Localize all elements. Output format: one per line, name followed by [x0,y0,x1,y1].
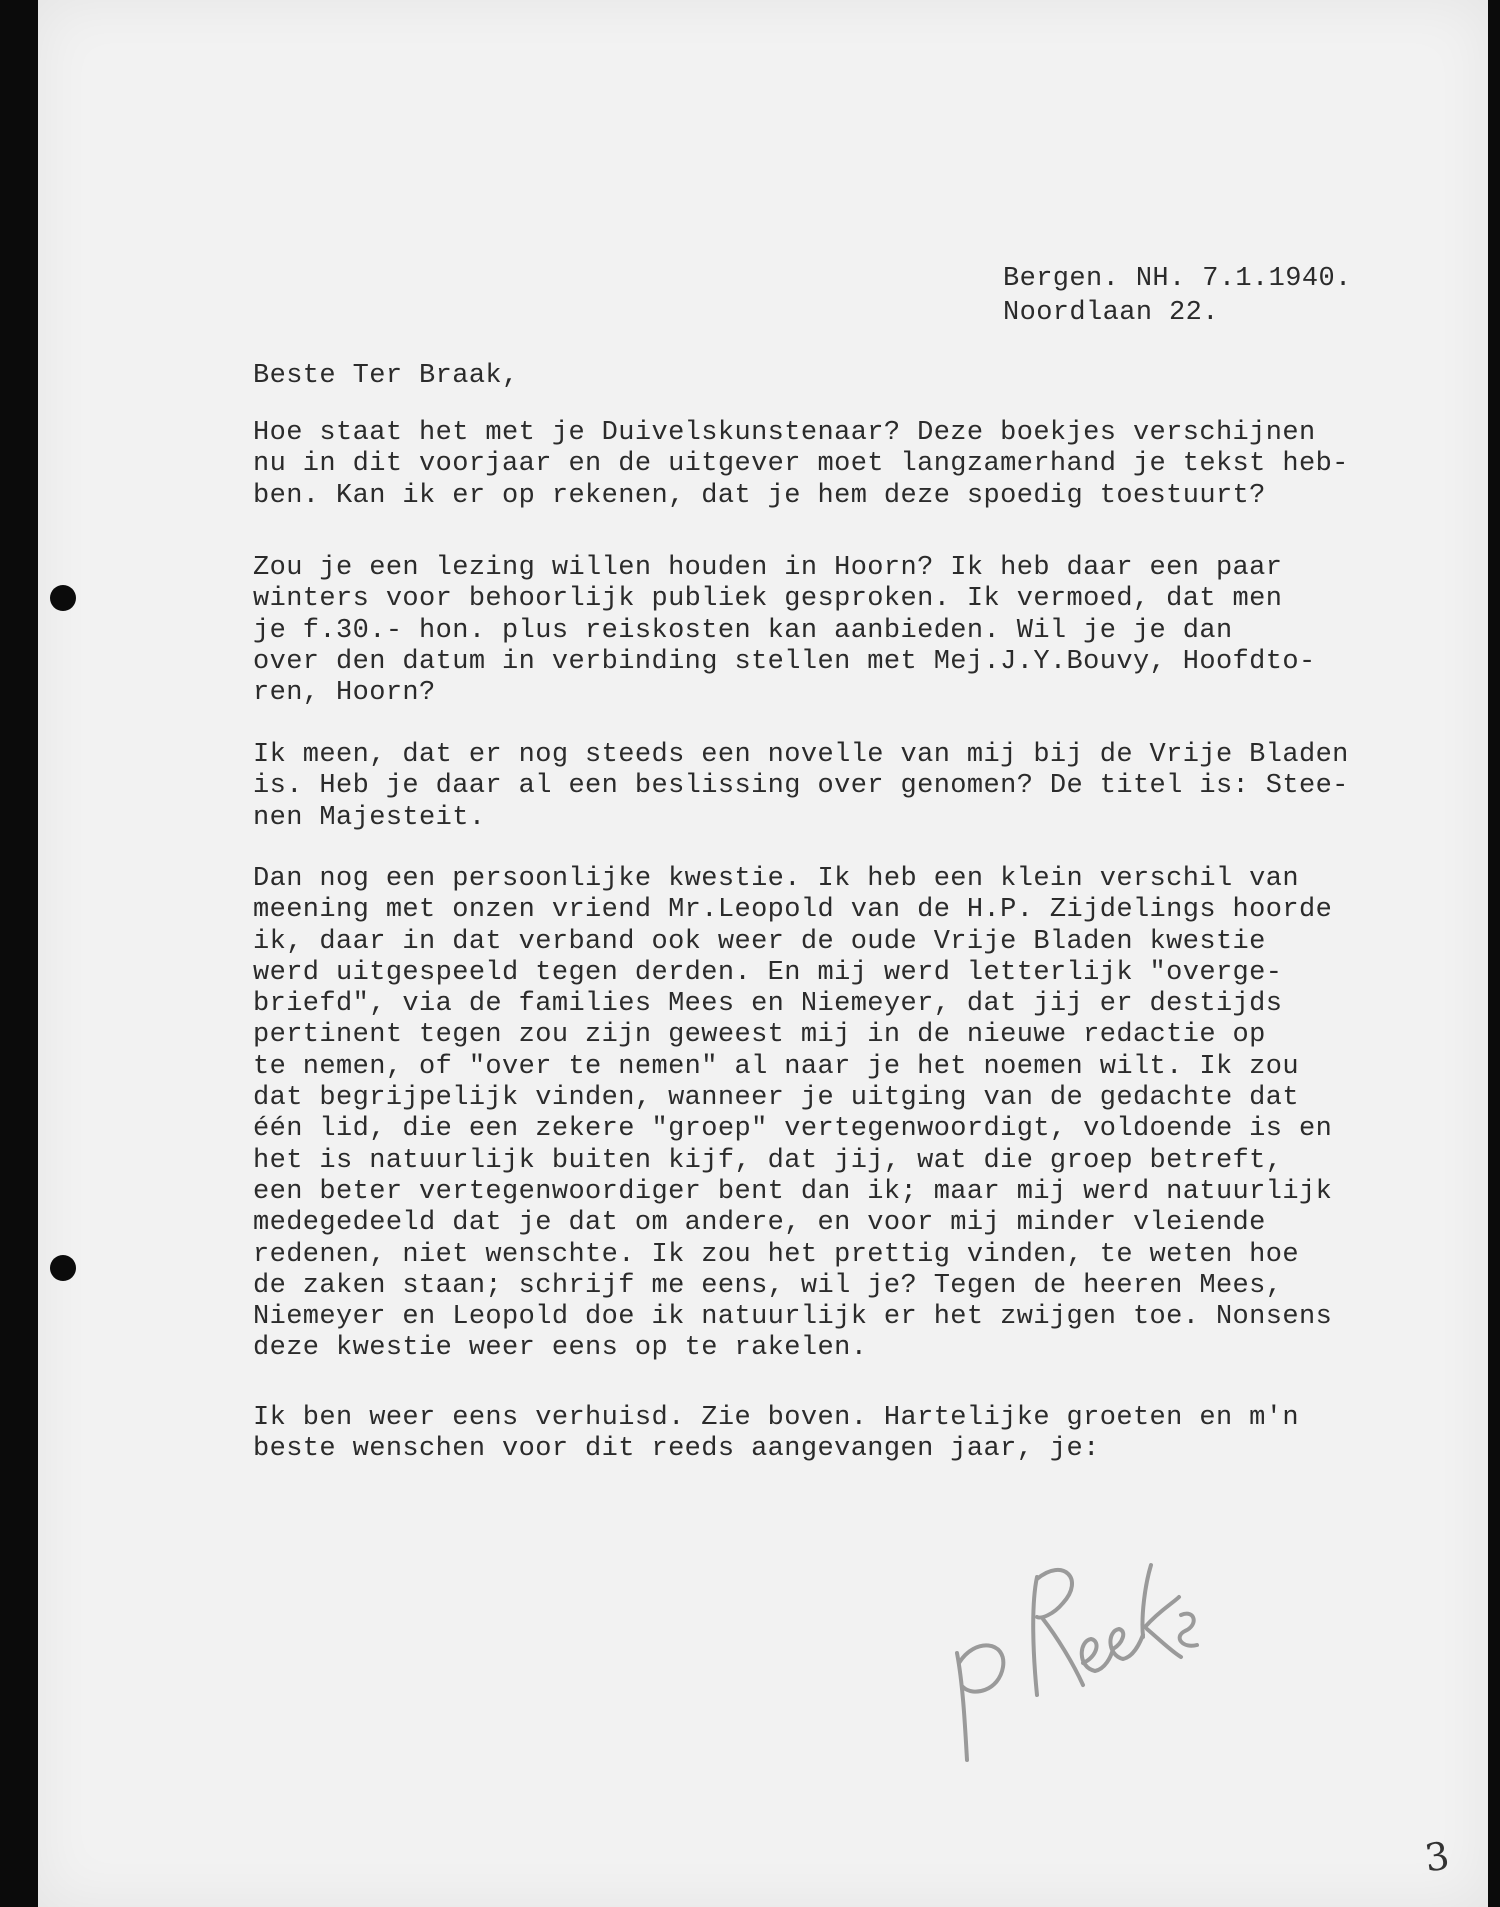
paragraph-manuscript-request: Hoe staat het met je Duivelskunstenaar? Deze boekjes verschijnen nu in dit voorjaar en de uitgever moet langzamerhand je tekst heb- ben. Kan ik er op rekenen, dat je hem deze spoedig toestuurt? [253,418,1349,511]
date-line: Bergen. NH. 7.1.1940. [1003,264,1352,294]
paragraph-lecture-hoorn: Zou je een lezing willen houden in Hoorn? Ik heb daar een paar winters voor behoorlijk publiek gesproken. Ik vermoed, dat men je f.30.- hon. plus reiskosten kan aanbieden. Wil je je dan over den datum in verbinding stellen met Mej.J.Y.Bouvy, Hoofdto- ren, Hoorn? [253,553,1316,709]
letter-header [1003,262,1352,330]
address-line: Noordlaan 22. [1003,298,1219,328]
paragraph-novella: Ik meen, dat er nog steeds een novelle van mij bij de Vrije Bladen is. Heb je daar al een beslissing over genomen? De titel is: Stee- nen Majesteit. [253,740,1349,833]
handwritten-signature [945,1545,1205,1765]
binder-hole [50,1255,76,1281]
paragraph-personal-matter: Dan nog een persoonlijke kwestie. Ik heb een klein verschil van meening met onzen vriend Mr.Leopold van de H.P. Zijdelings hoorde ik, daar in dat verband ook weer de oude Vrije Bladen kwestie werd uitgespeeld tegen derden. En mij werd letterlijk "overge- briefd", via de families Mees en Niemeyer, dat jij er destijds pertinent tegen zou zijn geweest mij in de nieuwe redactie op te nemen, of "over te nemen" al naar je het noemen wilt. Ik zou dat begrijpelijk vinden, wanneer je uitging van de gedachte dat één lid, die een zekere "groep" vertegenwoordigt, voldoende is en het is natuurlijk buiten kijf, dat jij, wat die groep betreft, een beter vertegenwoordiger bent dan ik; maar mij werd natuurlijk medegedeeld dat je dat om andere, en voor mij minder vleiende redenen, niet wenschte. Ik zou het prettig vinden, te weten hoe de zaken staan; schrijf me eens, wil je? Tegen de heeren Mees, Niemeyer en Leopold doe ik natuurlijk er het zwijgen toe. Nonsens deze kwestie weer eens op te rakelen. [253,864,1333,1364]
binder-hole [50,585,76,611]
page-number: 3 [1422,1833,1453,1881]
paragraph-closing: Ik ben weer eens verhuisd. Zie boven. Hartelijke groeten en m'n beste wenschen voor dit reeds aangevangen jaar, je: [253,1403,1299,1465]
salutation: Beste Ter Braak, [253,361,519,391]
